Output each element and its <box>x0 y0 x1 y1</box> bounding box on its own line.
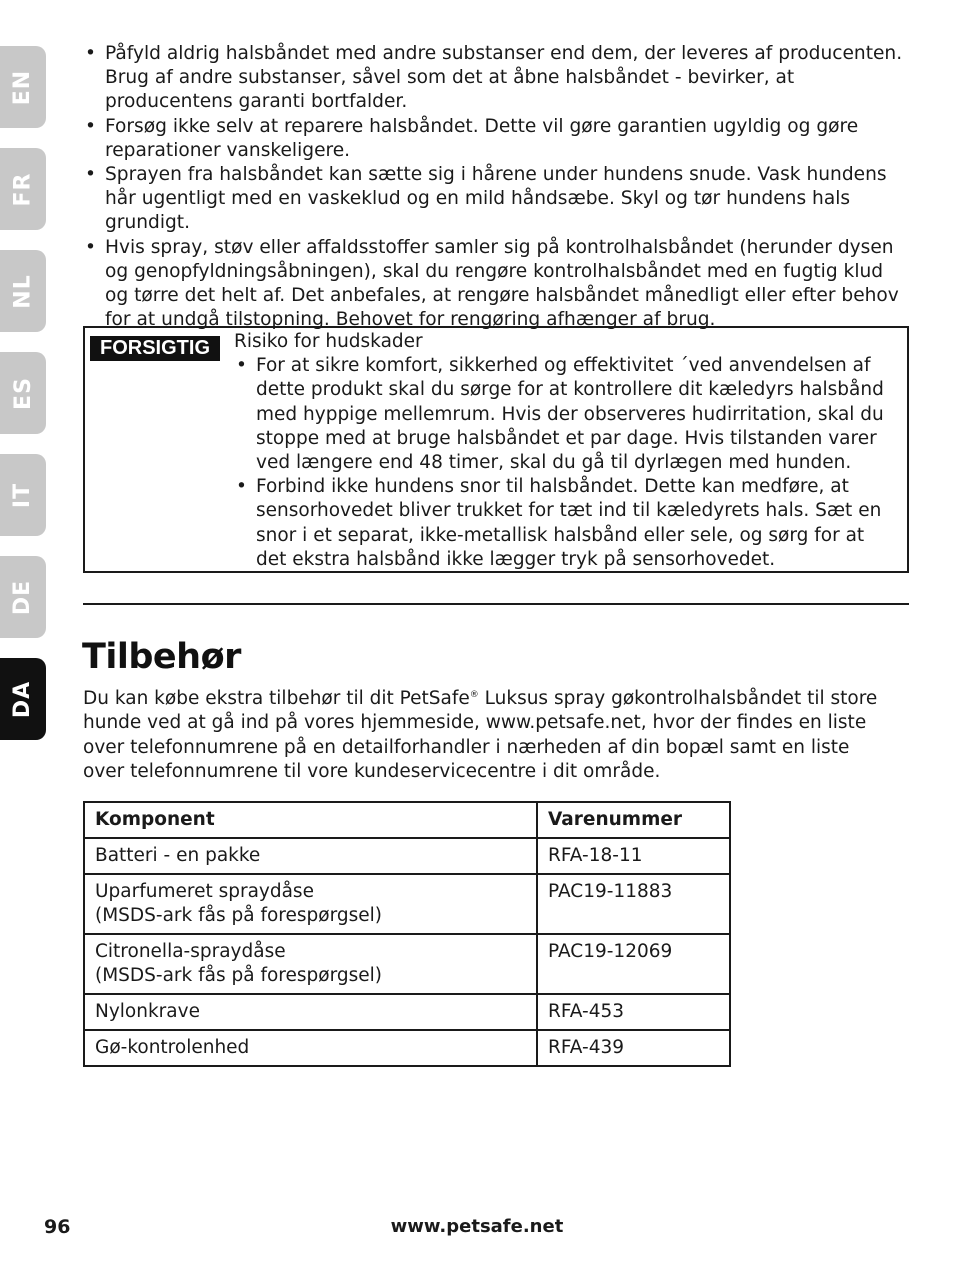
registered-mark: ® <box>469 689 479 700</box>
caution-body <box>234 330 899 572</box>
page-number: 96 <box>44 1216 71 1238</box>
column-header-component: Komponent <box>84 802 537 838</box>
parts-table <box>83 801 731 1067</box>
component-cell: Uparfumeret spraydåse (MSDS-ark fås på forespørgsel) <box>84 874 537 934</box>
table-row <box>84 934 730 994</box>
table-header-row <box>84 802 730 838</box>
section-heading: Tilbehør <box>82 637 241 677</box>
table-row <box>84 874 730 934</box>
lang-tab-it[interactable]: IT <box>0 454 46 536</box>
component-cell: Citronella-spraydåse (MSDS-ark fås på forespørgsel) <box>84 934 537 994</box>
caution-title: Risiko for hudskader <box>234 331 423 352</box>
list-item: • For at sikre komfort, sikkerhed og effektivitet ´ved anvendelsen af dette produkt skal du sørge for at kontrollere dit kæledyrs halsbånd med hyppige mellemrum. Hvis der observeres hudirritation, skal du stoppe med at bruge halsbåndet et par dage. Hvis tilstanden varer ved længere end 48 timer, skal du gå til dyrlægen med hunden. <box>234 354 899 475</box>
part-number-cell: PAC19-11883 <box>537 874 730 934</box>
table-row <box>84 838 730 874</box>
lang-tab-es[interactable]: ES <box>0 352 46 434</box>
list-item: • Forsøg ikke selv at reparere halsbåndet. Dette vil gøre garantien ugyldig og gøre reparationer vanskeligere. <box>83 115 909 163</box>
part-number-cell: PAC19-12069 <box>537 934 730 994</box>
footer-url: www.petsafe.net <box>390 1216 564 1237</box>
lang-tab-de[interactable]: DE <box>0 556 46 638</box>
list-item: • Sprayen fra halsbåndet kan sætte sig i hårene under hundens snude. Vask hundens hår ugentligt med en vaskeklud og en mild håndsæbe. Skyl og tør hundens hals grundigt. <box>83 163 909 236</box>
list-item: • Hvis spray, støv eller affaldsstoffer samler sig på kontrolhalsbåndet (herunder dysen og genopfyldningsåbningen), skal du rengøre kontrolhalsbåndet med en fugtig klud og tørre det helt af. Det anbefales, at rengøre halsbåndet månedligt eller efter behov for at undgå tilstopning. Behovet for rengøring afhænger af brug. <box>83 236 909 333</box>
part-number-cell: RFA-453 <box>537 994 730 1030</box>
lang-tab-en[interactable]: EN <box>0 46 46 128</box>
table-row <box>84 994 730 1030</box>
lang-tab-fr[interactable]: FR <box>0 148 46 230</box>
component-cell: Gø-kontrolenhed <box>84 1030 537 1066</box>
column-header-part-number: Varenummer <box>537 802 730 838</box>
part-number-cell: RFA-439 <box>537 1030 730 1066</box>
accessories-paragraph: Du kan købe ekstra tilbehør til dit PetSafe® Luksus spray gøkontrolhalsbåndet til store hunde ved at gå ind på vores hjemmeside, www.petsafe.net, hvor der findes en liste over telefonnumrene på en detailforhandler i nærheden af din bopæl samt en liste over telefonnumrene til vore kundeservicecentre i dit område. <box>83 688 878 782</box>
list-item: • Påfyld aldrig halsbåndet med andre substanser end dem, der leveres af producenten. Brug af andre substanser, såvel som det at åbne halsbåndet - bevirker, at producentens garanti bortfalder. <box>83 42 909 115</box>
lang-tab-nl[interactable]: NL <box>0 250 46 332</box>
caution-badge: FORSIGTIG <box>90 336 220 361</box>
component-cell: Nylonkrave <box>84 994 537 1030</box>
section-divider <box>83 603 909 605</box>
list-item: • Forbind ikke hundens snor til halsbåndet. Dette kan medføre, at sensorhovedet bliver trukket for tæt ind til kæledyrets hals. Sæt en snor i et separat, ikke-metallisk halsbånd eller sele, og sørg for at det ekstra halsbånd ikke lægger tryk på sensorhovedet. <box>234 475 899 572</box>
maintenance-bullets <box>83 42 909 332</box>
table-row <box>84 1030 730 1066</box>
caution-box <box>83 326 909 573</box>
component-cell: Batteri - en pakke <box>84 838 537 874</box>
part-number-cell: RFA-18-11 <box>537 838 730 874</box>
lang-tab-da[interactable]: DA <box>0 658 46 740</box>
